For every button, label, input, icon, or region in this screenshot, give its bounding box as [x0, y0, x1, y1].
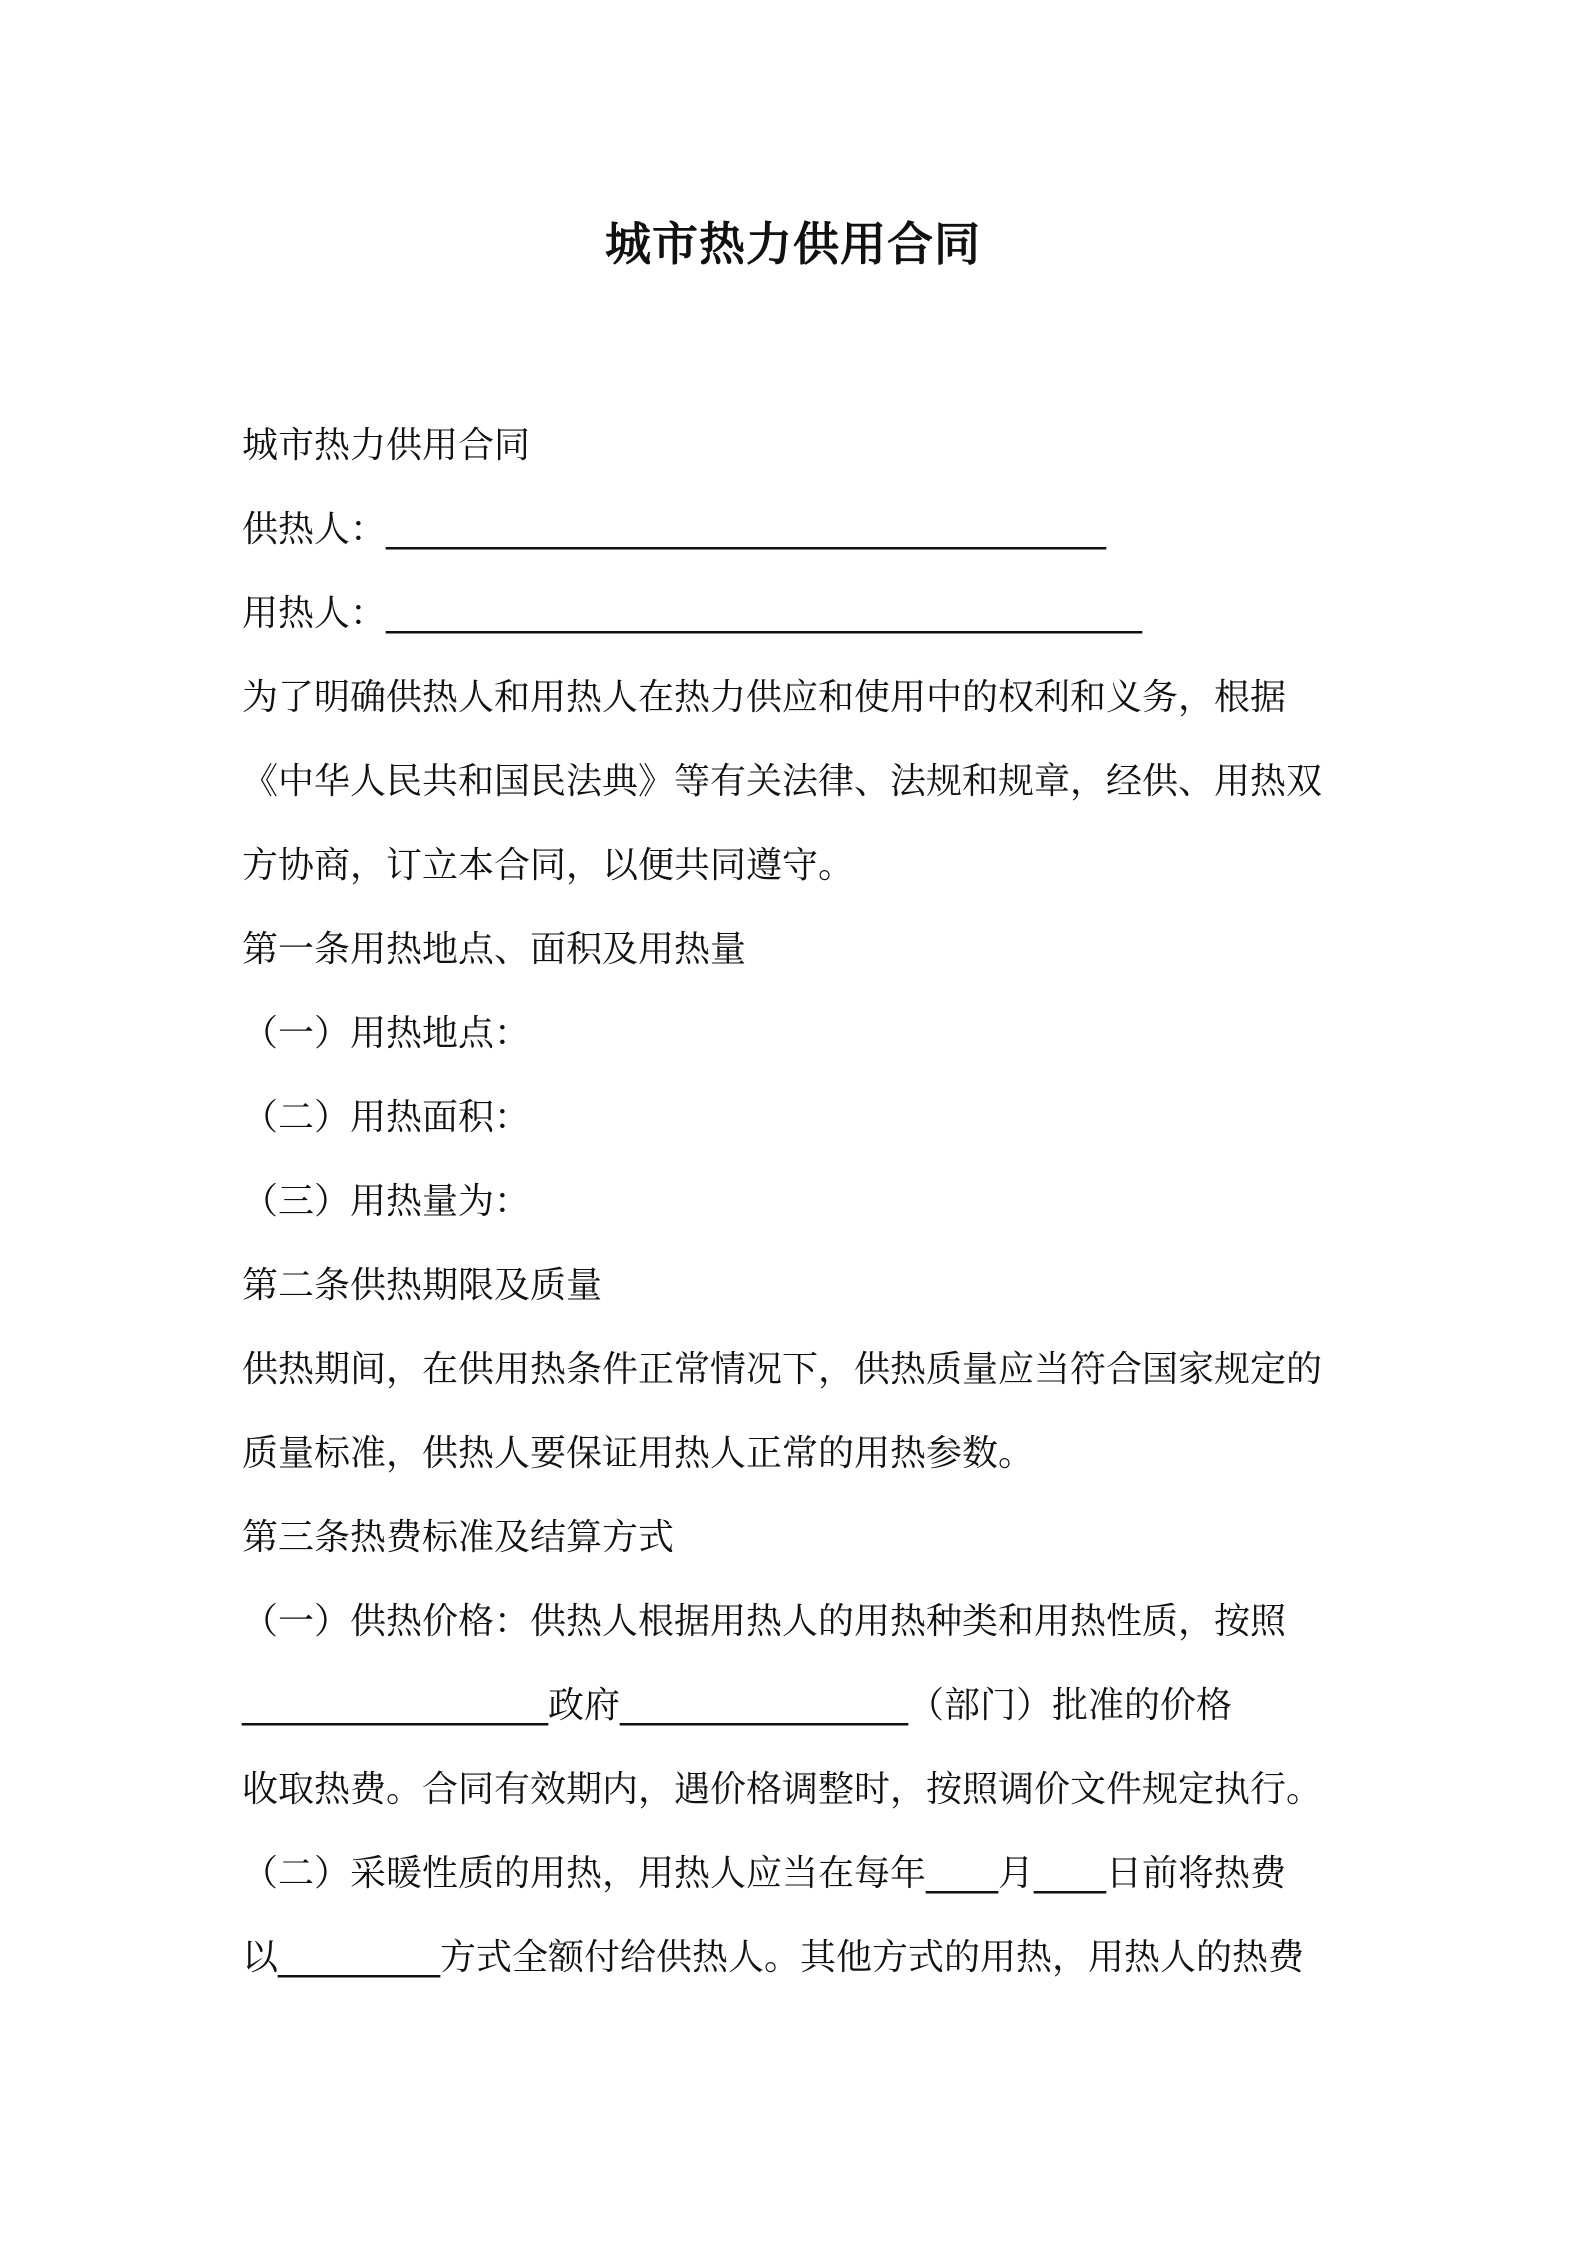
article-one-item-area: （二）用热面积： — [242, 1097, 531, 1138]
preamble-line-3: 方协商，订立本合同，以便共同遵守。 — [242, 845, 855, 886]
preamble-line-2: 《中华人民共和国民法典》等有关法律、法规和规章，经供、用热双 — [242, 761, 1323, 802]
article-three-item-one-line-2: _________________政府________________（部门）批准的价格 — [242, 1685, 1233, 1726]
article-one-heading: 第一条用热地点、面积及用热量 — [242, 929, 747, 970]
article-two-heading: 第二条供热期限及质量 — [242, 1265, 603, 1306]
subtitle-line: 城市热力供用合同 — [242, 425, 531, 466]
heat-supplier-line: 供热人：________________________________________ — [242, 509, 1107, 550]
article-one-item-location: （一）用热地点： — [242, 1013, 531, 1054]
article-three-heading: 第三条热费标准及结算方式 — [242, 1517, 675, 1558]
document-body — [242, 404, 1362, 2000]
article-two-text-1: 供热期间，在供用热条件正常情况下，供热质量应当符合国家规定的 — [242, 1349, 1323, 1390]
article-three-item-one-line-1: （一）供热价格：供热人根据用热人的用热种类和用热性质，按照 — [242, 1601, 1287, 1642]
heat-user-line: 用热人：__________________________________________ — [242, 593, 1143, 634]
preamble-line-1: 为了明确供热人和用热人在热力供应和使用中的权利和义务，根据 — [242, 677, 1287, 718]
article-two-text-2: 质量标准，供热人要保证用热人正常的用热参数。 — [242, 1433, 1035, 1474]
article-three-item-two-line-2: 以_________方式全额付给供热人。其他方式的用热，用热人的热费 — [242, 1937, 1305, 1978]
document-title: 城市热力供用合同 — [605, 217, 981, 271]
article-three-item-two-line-1: （二）采暖性质的用热，用热人应当在每年____月____日前将热费 — [242, 1853, 1287, 1894]
article-three-item-one-line-3: 收取热费。合同有效期内，遇价格调整时，按照调价文件规定执行。 — [242, 1769, 1323, 1810]
article-one-item-amount: （三）用热量为： — [242, 1181, 531, 1222]
